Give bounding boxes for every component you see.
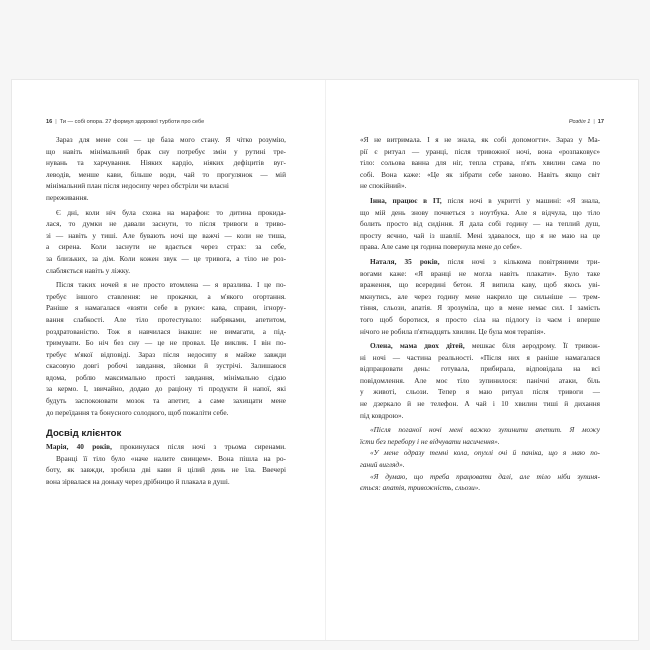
book-spread — [12, 80, 638, 640]
text-line: не дзеркало й не телефон. А чай і 10 хвилин тиші й дихання — [360, 399, 600, 409]
left-running-head: 16 | Ти — собі опора. 27 формул здорової турботи про себе — [46, 119, 205, 125]
text-line: ється: апатія, тривожність, сльози». — [360, 483, 481, 493]
right-page-number: 17 — [597, 119, 604, 125]
text-line: леводів, менше кави, більше води, чай то прогулянок — мій — [46, 169, 286, 179]
left-text-block-2 — [46, 441, 286, 487]
left-page-body — [46, 134, 286, 488]
text-line: того щоб боротися, я просто сіла на підлогу із чаєм і вперше — [360, 314, 600, 324]
right-running-head: Розділ 1 | 17 — [568, 119, 604, 125]
text-line: Раніше я намагалася «взяти себе в руки»: кава, справи, ігнору- — [46, 303, 286, 313]
client-name: Інна, працює в ІТ, — [370, 195, 442, 205]
text-line: переживання. — [46, 192, 89, 202]
text-line: під ковдрою». — [360, 410, 404, 420]
left-page — [12, 80, 325, 640]
text-line: роздратованістю. Тож я навчилася інакше: не вимагати, а під- — [46, 326, 286, 336]
text-line: нувань та харчування. Ніяких кардіо, ніяких дефіцитів вуг- — [46, 158, 286, 168]
text-line: тримувати. Бо ніч без сну — це не провал. Це виклик. І він по- — [46, 338, 286, 348]
text-line: вання слабкості. Але тіло протестувало: набряками, апетитом, — [46, 314, 286, 324]
text-line: боту, як завжди, зробила дві кави й цілий день не їла. Ввечері — [46, 465, 286, 475]
text-line: Олена, мама двох дітей, мешкає біля аеродрому. Її тривож- — [370, 341, 600, 351]
text-line: Інна, працює в ІТ, після ночі в укритті у машині: «Я знала, — [370, 195, 600, 205]
text-line: що навіть мінімальний брак сну потребує змін у рутині тре- — [46, 146, 286, 156]
left-page-number: 16 — [46, 119, 53, 125]
text-line: не спокійний». — [360, 181, 407, 191]
text-line: зі — навіть у тиші. Але бувають ночі ще важчі — коли не тиша, — [46, 230, 286, 240]
text-line: Після таких ночей я не просто втомлена — я вразлива. І це по- — [56, 280, 286, 290]
text-line: за близьких, за дім. Коли кожен звук — це тривога, а тіло не роз- — [46, 253, 286, 263]
text-line: требує іншого ставлення: не прокачки, а м'якого огортання. — [46, 291, 286, 301]
text-line: Вранці її тіло було «наче налите свинцем». Вона пішла на ро- — [56, 453, 286, 463]
text-line: ганий вигляд». — [360, 460, 405, 470]
text-line: у животі, сльози. Тепер я маю ритуал після тривоги — — [360, 387, 600, 397]
text-line: будуть заспокоювати мозок та апетит, а саме захищати мене — [46, 396, 286, 406]
text-line: вдома, роблю максимально прості завдання, мінімально сідаю — [46, 372, 286, 382]
text-line: Є дні, коли ніч була схожа на марафон: то дитина прокида- — [56, 207, 286, 217]
text-line: вогами каже: «Я вранці не могла навіть плакати». Було таке — [360, 268, 600, 278]
text-line: повідомлення. Але моє тіло зупинилося: панічні атаки, біль — [360, 375, 600, 385]
text-line: «Я думаю, що треба працювати далі, але тіло ніби зупиня- — [370, 471, 600, 481]
text-line: за кермо. І, звичайно, додаю до раціону ті продукти й напої, які — [46, 384, 286, 394]
right-page-body — [360, 134, 600, 494]
text-line: просту яєчню, чай із шавлії. Мені здавалося, що я не маю на це — [360, 230, 600, 240]
text-line: болить просто від сидіння. Я дала собі годину — на теплий душ, — [360, 219, 600, 229]
text-line: мінімальний план після недосипу через обстріли чи власні — [46, 181, 229, 191]
text-line: лася, то думки не давали заснути, то після тривоги в триво- — [46, 219, 286, 229]
text-line: тіння, сльози, апатія. Я зрозуміла, що в мене немає сил. І замість — [360, 303, 600, 313]
client-name: Наталя, 35 років, — [370, 256, 440, 266]
chapter-title: Розділ 1 — [568, 119, 591, 125]
section-heading: Досвід клієнток — [46, 428, 122, 440]
text-line: до переїдання та бонусного солодкого, щоб пожаліти себе. — [46, 407, 229, 417]
text-line: «У мене одразу темні кола, опухлі очі й паніка, що я маю по- — [370, 448, 600, 458]
text-line: требує м'якої відповіді. Зараз після недосипу я майже завжди — [46, 349, 286, 359]
text-line: мкнутись, але через годину мене накрило ще сильніше — трем- — [360, 291, 600, 301]
text-line: нічого не робила п'ятнадцять хвилин. Це була моя терапія». — [360, 326, 546, 336]
text-line: ні ночі — частина реальності. «Після них я раніше намагалася — [360, 352, 600, 362]
text-line: «Після поганої ночі мені важко зупинити апетит. Я можу — [370, 425, 600, 435]
text-line: тіло: сольова ванна для ніг, тепла страва, п'ять хвилин сама по — [360, 158, 600, 168]
text-line: собі. Вона каже: «Це як зібрати себе заново. Навіть якщо світ — [360, 169, 600, 179]
text-line: а сирена. Коли заснути не вдається через страх: за себе, — [46, 242, 286, 252]
text-line: Зараз для мене сон — це база мого стану. Я чітко розумію, — [56, 135, 286, 144]
text-line: «Я не витримала. І я не знала, як собі допомогти». Зараз у Ма- — [360, 135, 600, 144]
client-name: Олена, мама двох дітей, — [370, 341, 465, 351]
left-text-block — [46, 134, 286, 418]
text-line: що мій день знову почнеться з ноутбука. Але я відчула, що тіло — [360, 207, 600, 217]
text-line: враження, що всередині бетон. Я випила каву, щоб якось уві- — [360, 280, 600, 290]
text-line: слабляється навіть у ліжку. — [46, 265, 131, 275]
client-name: Марія, 40 років, — [46, 442, 112, 452]
text-line: їсти без перебору і не відчувати насичення». — [360, 436, 500, 446]
text-line: скасовую довгі робочі завдання, зйомки й зустрічі. Залишаюся — [46, 361, 286, 371]
text-line: права. Але саме ця година повернула мене до себе». — [360, 242, 522, 252]
book-title: Ти — собі опора. 27 формул здорової турботи про себе — [59, 119, 205, 125]
text-line: вона зірвалася на доньку через дрібницю й плакала в душі. — [46, 477, 230, 487]
text-line: Наталя, 35 років, після ночі з кількома повітряними три- — [370, 256, 600, 266]
right-page — [326, 80, 638, 640]
text-line: Марія, 40 років, прокинулася після ночі з трьома сиренами. — [46, 442, 286, 452]
text-line: рії є ритуал — уранці, після тривожної ночі, вона «розпаковує» — [360, 146, 600, 156]
right-text-block — [360, 134, 600, 494]
text-line: відпрацювати день: готувала, прибирала, відповідала на всі — [360, 364, 600, 374]
